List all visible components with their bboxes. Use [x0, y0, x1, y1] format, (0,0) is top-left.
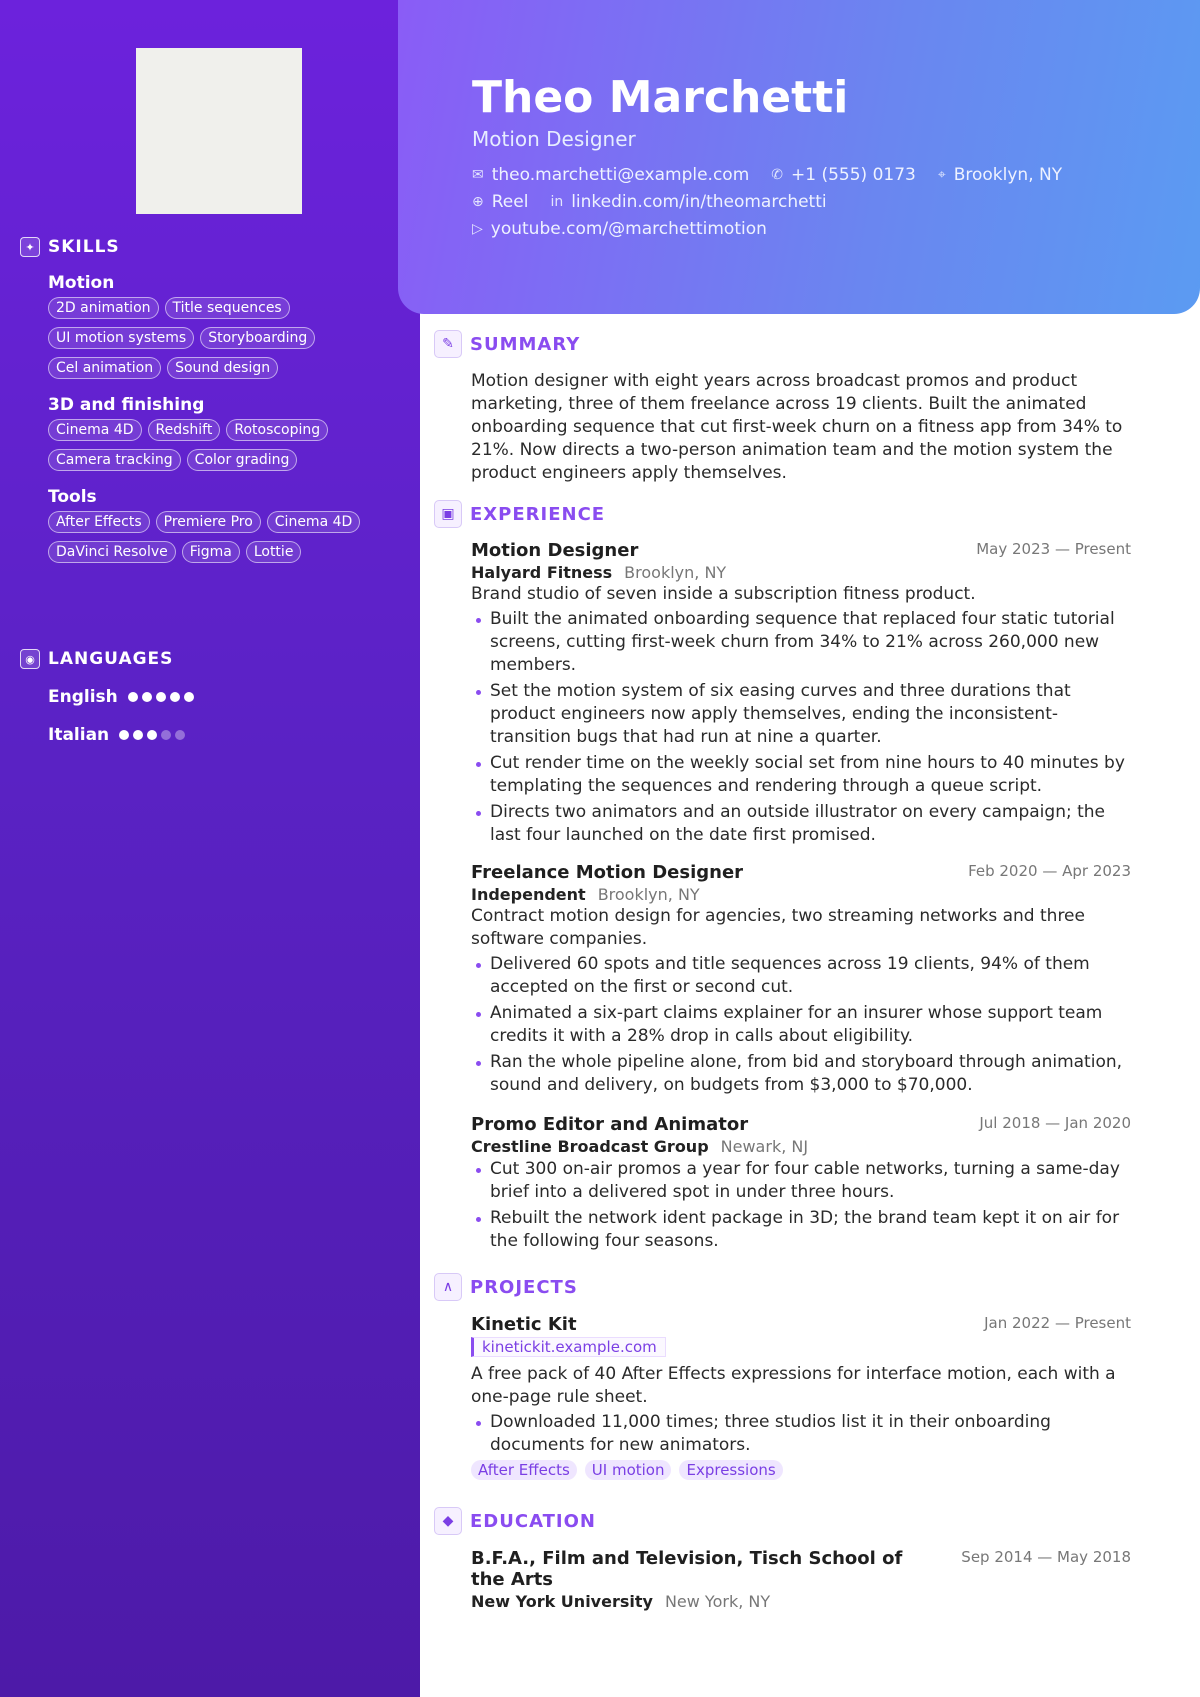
header: [398, 0, 1200, 314]
job-location: Brooklyn, NY: [624, 563, 727, 582]
youtube-icon: ▷: [472, 221, 483, 237]
location-pin-icon: ⌖: [937, 167, 946, 183]
phone-link[interactable]: ✆ +1 (555) 0173: [771, 165, 916, 185]
bullet-item: Downloaded 11,000 times; three studios list it in their onboarding documents for new animators.: [471, 1411, 1131, 1457]
skill-chip: 2D animation: [48, 297, 159, 319]
bullet-item: Built the animated onboarding sequence that replaced four static tutorial screens, cutting first-week churn from 34% to 21% across 260,000 new members.: [471, 608, 1131, 677]
skill-chip: Storyboarding: [200, 327, 315, 349]
language-level: [119, 730, 185, 740]
education-entry: [471, 1548, 1131, 1611]
candidate-role: Motion Designer: [472, 127, 636, 151]
language-row: [48, 723, 400, 747]
skills-icon: ✦: [20, 237, 40, 257]
profile-photo: [136, 48, 302, 214]
language-name: Italian: [48, 725, 110, 745]
experience-heading: ▣ EXPERIENCE: [434, 500, 605, 528]
bullet-item: Cut 300 on-air promos a year for four cable networks, turning a same-day brief into a delivered spot in under three hours.: [471, 1158, 1131, 1204]
skill-chip: After Effects: [48, 511, 150, 533]
job-org: Halyard Fitness Brooklyn, NY: [471, 563, 727, 582]
school-name: New York University New York, NY: [471, 1592, 771, 1611]
level-dot-filled: [170, 692, 180, 702]
bullet-item: Rebuilt the network ident package in 3D; the brand team kept it on air for the following four seasons.: [471, 1207, 1131, 1253]
summary-icon: ✎: [434, 330, 462, 358]
location-text: ⌖ Brooklyn, NY: [937, 165, 1063, 185]
job-entry: [471, 1114, 1131, 1256]
project-bullets: [471, 1411, 1131, 1457]
job-bullets: [471, 953, 1131, 1097]
project-entry: [471, 1314, 1131, 1480]
level-dot-filled: [184, 692, 194, 702]
skill-chip: Cinema 4D: [267, 511, 361, 533]
candidate-name: Theo Marchetti: [472, 72, 849, 123]
contact-row-1: [472, 165, 1084, 185]
level-dot-filled: [142, 692, 152, 702]
bullet-item: Directs two animators and an outside illustrator on every campaign; the last four launched on the date first promised.: [471, 801, 1131, 847]
job-bullets: [471, 608, 1131, 847]
education-heading: ◆ EDUCATION: [434, 1507, 596, 1535]
mail-icon: ✉: [472, 167, 484, 183]
skill-chip: Sound design: [167, 357, 278, 379]
job-description: Brand studio of seven inside a subscription fitness product.: [471, 584, 976, 604]
project-tag: Expressions: [679, 1460, 782, 1480]
job-entry: [471, 540, 1131, 850]
school-location: New York, NY: [664, 1592, 771, 1611]
education-dates: Sep 2014 — May 2018: [961, 1548, 1131, 1566]
skill-chip: Title sequences: [165, 297, 290, 319]
level-dot-filled: [128, 692, 138, 702]
skill-chip: Premiere Pro: [156, 511, 261, 533]
project-title: Kinetic Kit: [471, 1314, 577, 1335]
languages-icon: ◉: [20, 649, 40, 669]
level-dot-filled: [119, 730, 129, 740]
level-dot-empty: [161, 730, 171, 740]
graduation-cap-icon: ◆: [434, 1507, 462, 1535]
skill-chip: UI motion systems: [48, 327, 194, 349]
bullet-item: Cut render time on the weekly social set from nine hours to 40 minutes by templating the sequences and rendering through a queue script.: [471, 752, 1131, 798]
project-link[interactable]: kinetickit.example.com: [471, 1337, 666, 1357]
job-org: Independent Brooklyn, NY: [471, 885, 700, 904]
project-description: A free pack of 40 After Effects expressions for interface motion, each with a one-page rule sheet.: [471, 1364, 1116, 1407]
contact-row-3: [472, 219, 789, 239]
bullet-item: Ran the whole pipeline alone, from bid and storyboard through animation, sound and delivery, on budgets from $3,000 to $70,000.: [471, 1051, 1131, 1097]
job-org: Crestline Broadcast Group Newark, NJ: [471, 1137, 809, 1156]
contact-row-2: [472, 192, 849, 212]
linkedin-link[interactable]: in linkedin.com/in/theomarchetti: [550, 192, 827, 212]
languages-section: [20, 647, 400, 747]
job-dates: May 2023 — Present: [976, 540, 1131, 558]
job-title: Freelance Motion Designer: [471, 862, 744, 883]
globe-icon: ⊕: [472, 194, 484, 210]
job-description: Contract motion design for agencies, two streaming networks and three software companies.: [471, 906, 1085, 949]
reel-link[interactable]: ⊕ Reel: [472, 192, 529, 212]
projects-heading: ∧ PROJECTS: [434, 1273, 578, 1301]
skill-group-title: Motion: [48, 273, 115, 293]
bullet-item: Set the motion system of six easing curves and three durations that product engineers now apply themselves, ending the inconsistent-transition bugs that had run at nine a quarter.: [471, 680, 1131, 749]
summary-text: Motion designer with eight years across broadcast promos and product marketing, three of them freelance across 19 clients. Built the animated onboarding sequence that cut first-week churn on a fitness app from 34% to 21%. Now directs a two-person animation team and the motion system the product engineers apply themselves.: [471, 371, 1123, 483]
summary-heading: ✎ SUMMARY: [434, 330, 580, 358]
job-location: Newark, NJ: [720, 1137, 809, 1156]
degree-title: B.F.A., Film and Television, Tisch School of the Arts: [471, 1548, 903, 1590]
level-dot-filled: [147, 730, 157, 740]
project-tags: [471, 1460, 1131, 1480]
skill-chip: Rotoscoping: [226, 419, 328, 441]
job-title: Promo Editor and Animator: [471, 1114, 749, 1135]
job-bullets: [471, 1158, 1131, 1253]
level-dot-filled: [156, 692, 166, 702]
skills-heading: ✦ SKILLS: [20, 235, 400, 259]
skill-group-title: Tools: [48, 487, 97, 507]
skill-chip: Redshift: [148, 419, 221, 441]
skill-chip: DaVinci Resolve: [48, 541, 176, 563]
project-dates: Jan 2022 — Present: [984, 1314, 1131, 1332]
bullet-item: Delivered 60 spots and title sequences across 19 clients, 94% of them accepted on the first or second cut.: [471, 953, 1131, 999]
skill-chip: Cel animation: [48, 357, 161, 379]
skills-section: [20, 235, 400, 563]
phone-icon: ✆: [771, 167, 783, 183]
level-dot-filled: [133, 730, 143, 740]
email-link[interactable]: ✉ theo.marchetti@example.com: [472, 165, 750, 185]
skill-group-tools: [48, 487, 400, 563]
youtube-link[interactable]: ▷ youtube.com/@marchettimotion: [472, 219, 767, 239]
job-entry: [471, 862, 1131, 1100]
linkedin-icon: in: [550, 194, 564, 210]
skill-chip: Lottie: [246, 541, 302, 563]
language-row: [48, 685, 400, 709]
languages-heading: ◉ LANGUAGES: [20, 647, 400, 671]
skill-chip: Color grading: [187, 449, 298, 471]
bullet-item: Animated a six-part claims explainer for an insurer whose support team credits it with a 28% drop in calls about eligibility.: [471, 1002, 1131, 1048]
compass-icon: ∧: [434, 1273, 462, 1301]
job-title: Motion Designer: [471, 540, 639, 561]
job-location: Brooklyn, NY: [597, 885, 700, 904]
skill-group-motion: [48, 273, 400, 379]
language-name: English: [48, 687, 118, 707]
project-tag: UI motion: [585, 1460, 672, 1480]
language-level: [128, 692, 194, 702]
skill-group-3d: [48, 395, 400, 471]
job-dates: Jul 2018 — Jan 2020: [979, 1114, 1131, 1132]
briefcase-icon: ▣: [434, 500, 462, 528]
skill-group-title: 3D and finishing: [48, 395, 205, 415]
sidebar: [0, 0, 420, 1697]
project-tag: After Effects: [471, 1460, 577, 1480]
level-dot-empty: [175, 730, 185, 740]
skill-chip: Camera tracking: [48, 449, 181, 471]
skill-chip: Cinema 4D: [48, 419, 142, 441]
skill-chip: Figma: [182, 541, 240, 563]
job-dates: Feb 2020 — Apr 2023: [968, 862, 1131, 880]
